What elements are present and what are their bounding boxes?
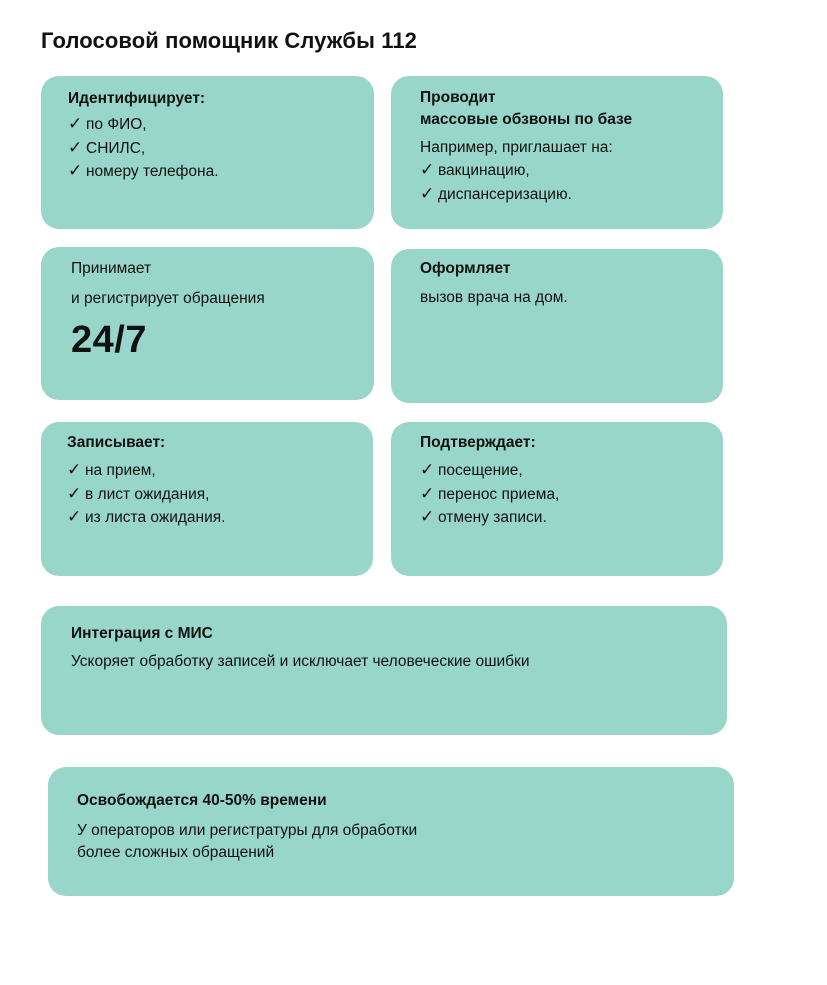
card-doctor-call-text: вызов врача на дом. bbox=[420, 289, 568, 306]
card-time-freed bbox=[48, 767, 734, 896]
card-mass-calls bbox=[391, 76, 723, 229]
list-item: ✓ в лист ожидания, bbox=[67, 483, 373, 507]
list-item: ✓ посещение, bbox=[420, 459, 723, 483]
list-item: ✓ СНИЛС, bbox=[68, 137, 374, 161]
card-confirms-title: Подтверждает: bbox=[420, 434, 536, 451]
check-icon: ✓ bbox=[67, 483, 82, 503]
card-integration bbox=[41, 606, 727, 735]
list-item: ✓ на прием, bbox=[67, 459, 373, 483]
check-icon: ✓ bbox=[420, 507, 435, 526]
card-accepts-line2: и регистрирует обращения bbox=[71, 290, 265, 307]
check-icon: ✓ bbox=[67, 507, 82, 526]
page-title: Голосовой помощник Службы 112 bbox=[41, 28, 417, 53]
card-mass-calls-list bbox=[420, 159, 723, 206]
card-records-title: Записывает: bbox=[67, 434, 166, 451]
card-identify-list bbox=[68, 113, 374, 184]
card-integration-title: Интеграция с МИС bbox=[71, 625, 213, 642]
card-accepts-line1: Принимает bbox=[71, 260, 152, 277]
list-item: ✓ перенос приема, bbox=[420, 483, 723, 507]
card-identify-title: Идентифицирует: bbox=[68, 90, 206, 107]
card-time-freed-line2: более сложных обращений bbox=[77, 844, 275, 861]
card-time-freed-line1: У операторов или регистратуры для обработки bbox=[77, 822, 418, 839]
list-item: ✓ по ФИО, bbox=[68, 113, 374, 137]
card-identify bbox=[41, 76, 374, 229]
check-icon: ✓ bbox=[420, 460, 435, 479]
check-icon: ✓ bbox=[420, 183, 435, 203]
card-doctor-call bbox=[391, 249, 723, 403]
card-integration-text: Ускоряет обработку записей и исключает человеческие ошибки bbox=[71, 653, 530, 670]
check-icon: ✓ bbox=[420, 483, 435, 503]
list-item: ✓ вакцинацию, bbox=[420, 159, 723, 183]
card-mass-calls-title-line2: массовые обзвоны по базе bbox=[420, 111, 633, 128]
list-item: ✓ диспансеризацию. bbox=[420, 183, 723, 207]
card-confirms bbox=[391, 422, 723, 576]
list-item: ✓ номеру телефона. bbox=[68, 160, 374, 184]
check-icon: ✓ bbox=[68, 114, 83, 133]
check-icon: ✓ bbox=[68, 137, 83, 157]
card-records-list bbox=[67, 459, 373, 530]
card-records bbox=[41, 422, 373, 576]
card-time-freed-title: Освобождается 40-50% времени bbox=[77, 792, 327, 809]
card-mass-calls-title-line1: Проводит bbox=[420, 89, 496, 106]
check-icon: ✓ bbox=[67, 460, 82, 479]
list-item: ✓ отмену записи. bbox=[420, 506, 723, 530]
availability-value: 24/7 bbox=[71, 319, 147, 361]
card-accepts bbox=[41, 247, 374, 400]
list-item: ✓ из листа ожидания. bbox=[67, 506, 373, 530]
card-confirms-list bbox=[420, 459, 723, 530]
card-mass-calls-intro: Например, приглашает на: bbox=[420, 139, 613, 156]
check-icon: ✓ bbox=[420, 160, 435, 179]
check-icon: ✓ bbox=[68, 161, 83, 180]
card-doctor-call-title: Оформляет bbox=[420, 260, 511, 277]
